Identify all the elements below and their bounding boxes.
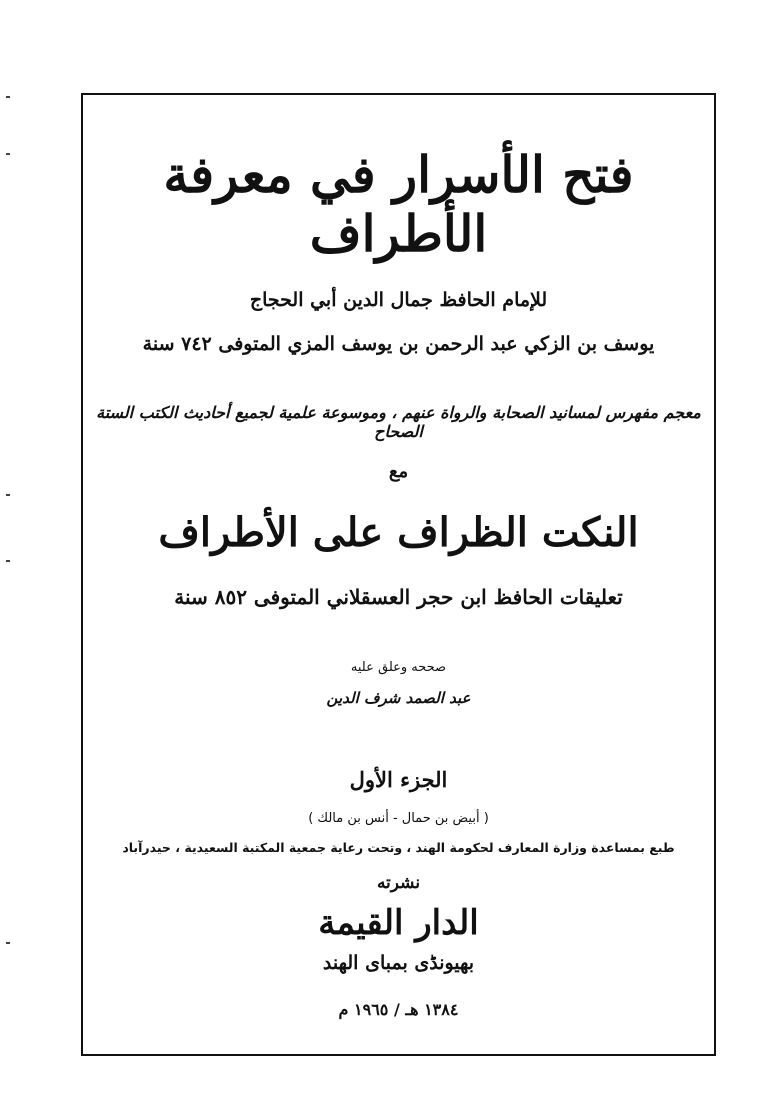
editor-name: عبد الصمد شرف الدين	[326, 689, 471, 707]
with-label: مع	[388, 461, 409, 482]
publication-date: ١٣٨٤ هـ / ١٩٦٥ م	[338, 1000, 459, 1019]
publisher-location: بهيونڈی بمبای الهند	[322, 952, 475, 974]
author-line-2: يوسف بن الزكي عبد الرحمن بن يوسف المزي المتوفى ٧٤٢ سنة	[142, 333, 655, 355]
author-line-1: للإمام الحافظ جمال الدين أبي الحجاج	[249, 289, 548, 311]
publisher-label: نشرته	[376, 873, 421, 893]
volume-label: الجزء الأول	[349, 767, 448, 792]
book-title: فتح الأسرار في معرفة الأطراف	[163, 145, 634, 263]
edited-by-label: صححه وعلق عليه	[350, 660, 447, 675]
printing-note: طبع بمساعدة وزارة المعارف لحكومة الهند ، وتحت رعاية جمعية المكتبة السعيدية ، حيدرآباد	[122, 840, 675, 855]
book-subtitle: النكت الظراف على الأطراف	[158, 509, 639, 556]
volume-range: ( أبيض بن حمال - أنس بن مالك )	[308, 811, 489, 826]
margin-mark	[6, 96, 10, 98]
publisher-name: الدار القيمة	[318, 903, 479, 943]
margin-mark	[6, 153, 10, 155]
margin-mark	[6, 560, 10, 562]
book-description: معجم مفهرس لمسانيد الصحابة والرواة عنهم ، وموسوعة علمية لجميع أحاديث الكتب الستة الصحاح	[96, 403, 701, 441]
margin-mark	[6, 494, 10, 496]
title-page-frame	[81, 93, 716, 1056]
commentary-line: تعليقات الحافظ ابن حجر العسقلاني المتوفى ٨٥٢ سنة	[174, 585, 623, 609]
margin-mark	[6, 942, 10, 944]
